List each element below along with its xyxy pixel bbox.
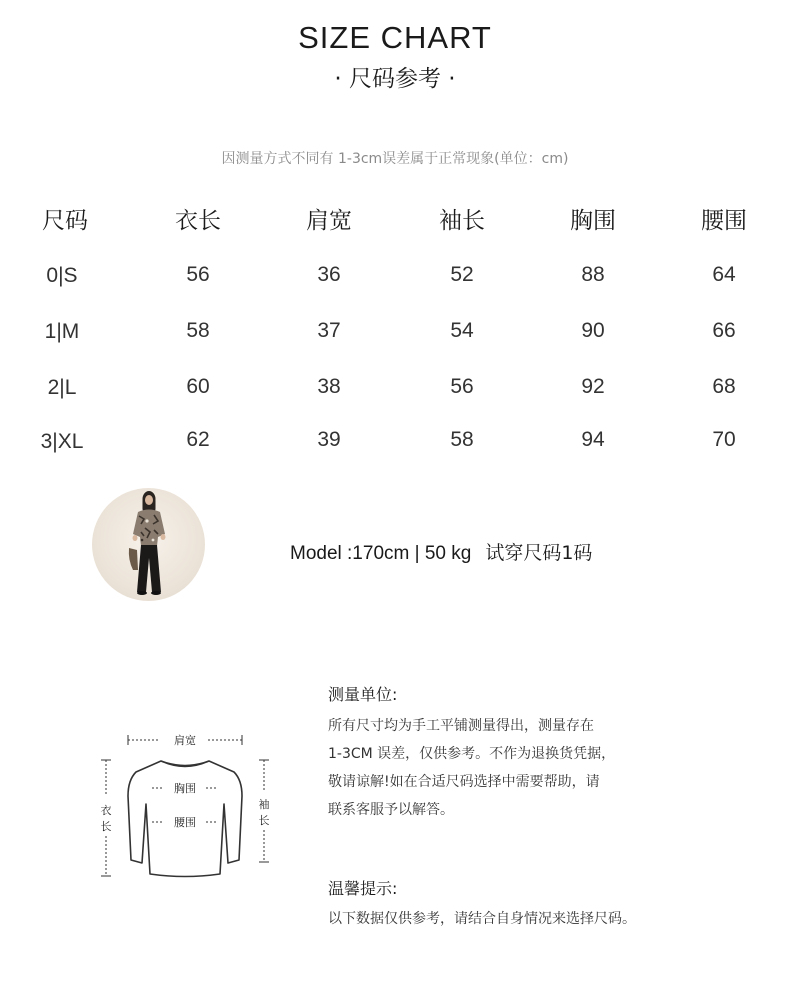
table-cell-length: 58	[186, 319, 210, 342]
table-cell-shoulder: 37	[317, 319, 341, 342]
measurement-body	[328, 712, 728, 824]
diagram-label-shoulder: 肩宽	[174, 734, 196, 747]
table-cell-size: 3|XL	[40, 430, 84, 453]
measurement-diagram	[96, 728, 276, 888]
measurement-title: 测量单位:	[328, 685, 398, 704]
measurement-note: 因测量方式不同有 1-3cm误差属于正常现象(单位：cm)	[221, 151, 569, 167]
tips-title: 温馨提示:	[328, 879, 398, 898]
header-size: 尺码	[42, 208, 88, 234]
header-shoulder: 肩宽	[306, 208, 352, 234]
header-sleeve: 袖长	[439, 208, 485, 234]
table-cell-waist: 68	[712, 375, 736, 398]
table-cell-shoulder: 39	[317, 428, 341, 451]
diagram-label-waist: 腰围	[174, 816, 196, 829]
shirt-diagram-icon	[96, 728, 276, 888]
table-cell-shoulder: 38	[317, 375, 341, 398]
table-cell-chest: 92	[581, 375, 605, 398]
measurement-line: 敬请谅解!如在合适尺码选择中需要帮助，请	[328, 774, 600, 790]
table-cell-size: 1|M	[44, 320, 80, 343]
measurement-line: 联系客服予以解答。	[328, 802, 454, 818]
header-length: 衣长	[175, 208, 221, 234]
diagram-label-length-1: 衣	[100, 804, 112, 817]
header-waist: 腰围	[701, 208, 747, 234]
measurement-line: 所有尺寸均为手工平铺测量得出，测量存在	[328, 718, 594, 734]
diagram-label-length-2: 长	[100, 820, 112, 833]
table-cell-waist: 66	[712, 319, 736, 342]
table-cell-sleeve: 58	[450, 428, 474, 451]
diagram-label-chest: 胸围	[174, 782, 196, 795]
page-title: SIZE CHART	[298, 20, 492, 55]
model-trial-size: 试穿尺码1码	[485, 542, 593, 564]
diagram-label-sleeve-1: 袖	[258, 798, 270, 811]
size-table	[0, 196, 790, 466]
table-cell-length: 60	[186, 375, 210, 398]
table-cell-sleeve: 54	[450, 319, 474, 342]
page-subtitle: · 尺码参考 ·	[334, 66, 456, 92]
table-cell-sleeve: 56	[450, 375, 474, 398]
model-figure-icon	[92, 488, 205, 601]
measurement-line: 1-3CM 误差，仅供参考。不作为退换货凭据，	[328, 746, 616, 762]
table-cell-sleeve: 52	[450, 263, 474, 286]
model-info	[290, 538, 592, 565]
table-cell-waist: 64	[712, 263, 736, 286]
header-chest: 胸围	[570, 208, 616, 234]
table-cell-chest: 94	[581, 428, 605, 451]
table-cell-chest: 90	[581, 319, 605, 342]
table-cell-size: 2|L	[47, 376, 77, 399]
table-cell-shoulder: 36	[317, 263, 341, 286]
tips-body	[328, 905, 728, 933]
table-cell-length: 56	[186, 263, 210, 286]
table-cell-waist: 70	[712, 428, 736, 451]
table-cell-size: 0|S	[46, 264, 78, 287]
table-cell-chest: 88	[581, 263, 605, 286]
table-cell-length: 62	[186, 428, 210, 451]
diagram-label-sleeve-2: 长	[258, 814, 270, 827]
model-measurements: Model :170cm | 50 kg	[290, 543, 472, 564]
model-photo	[92, 488, 205, 601]
tips-line: 以下数据仅供参考，请结合自身情况来选择尺码。	[328, 911, 636, 927]
